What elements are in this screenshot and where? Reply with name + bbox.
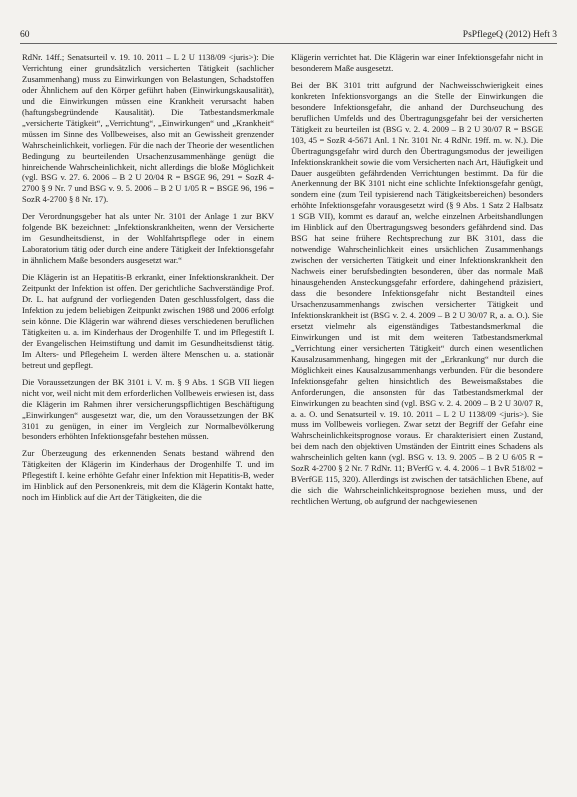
paragraph: Der Verordnungsgeber hat als unter Nr. 3101 der Anlage 1 zur BKV folgende BK bezeichnet: „Infektionskrankheiten, wenn der Versicherte im Gesundheitsdienst, in der Wohlfahrtspflege oder in einem Laboratorium tätig oder durch eine andere Tätigkeit der Infektionsgefahr in ähnlichem Maße besonders ausgesetzt war.“: [22, 211, 274, 266]
journal-title: PsPflegeQ (2012) Heft 3: [462, 30, 557, 40]
paragraph: Die Voraussetzungen der BK 3101 i. V. m. § 9 Abs. 1 SGB VII liegen nicht vor, weil nicht mit dem erforderlichen Vollbeweis erwiesen ist, dass die Klägerin im Rahmen ihrer versicherungspflichtigen Beschäftigung „Einwirkungen“ ausgesetzt war, die, um den Voraussetzungen der BK 3101 zu genügen, in einer im Vergleich zur Normalbevölkerung besonders erhöhten Infektionsgefahr bestehen müssen.: [22, 376, 274, 442]
paragraph: Bei der BK 3101 tritt aufgrund der Nachweisschwierigkeit eines konkreten Infektionsvorgangs an die Stelle der Einwirkungen die besondere Infektionsgefahr, die anhand der Durchseuchung des beruflichen Umfelds und des Übertragungsgefahr bei der versicherten Tätigkeit zu beurteilen ist (BSG v. 2. 4. 2009 – B 2 U 30/07 R = BSGE 103, 45 = SozR 4-5671 Anl. 1 Nr. 3101 Nr. 4 RdNr. 19ff. m. w. N.). Die Übertragungsgefahr wird durch den Übertragungsmodus der jeweiligen Infektionskrankheit sowie die vom Versicherten nach Art, Häufigkeit und Dauer ausgeübten gefährdenden Verrichtungen bestimmt. Da für die Anerkennung der BK 3101 nicht eine schlichte Infektionsgefahr genügt, sondern eine (zum Teil typisierend nach Tätigkeitsbereichen) besonders erhöhte Infektionsgefahr vorausgesetzt wird (§ 9 Abs. 1 Satz 2 Halbsatz 1 SGB VII), kommt es darauf an, welche einzelnen Arbeitshandlungen im Hinblick auf den Übertragungsweg besonders gefährdend sind. Das BSG hat seine frühere Rechtsprechung zur BK 3101, dass die notwendige Wahrscheinlichkeit eines ursächlichen Zusammenhangs zwischen der versicherten Tätigkeit und einer Infektionskrankheit den Nachweis einer berufsbedingten besonderen, über das normale Maß hinausgehenden Ansteckungsgefahr erfordere, dahingehend präzisiert, dass die besondere Infektionsgefahr nicht Bestandteil eines Ursachenzusammenhangs zwischen versicherter Tätigkeit und Infektionskrankheit ist (BSG v. 2. 4. 2009 – B 2 U 30/07 R, a. a. O.). Sie ersetzt vielmehr als eigenständiges Tatbestandsmerkmal die Einwirkungen und ist mit dem weiteren Tatbestandsmerkmal „Verrichtung einer versicherten Tätigkeit“ durch einen wesentlichen Kausalzusammenhang, hingegen mit der „Erkrankung“ nur durch die Möglichkeit eines Kausalzusammenhangs verbunden. Für die besondere Infektionsgefahr gelten hinsichtlich des Beweismaßstabes die Anforderungen, die ansonsten für das Tatbestandsmerkmal der Einwirkungen zu beachten sind (vgl. BSG v. 2. 4. 2009 – B 2 U 30/07 R, a. a. O. und Senatsurteil v. 19. 10. 2011 – L 2 U 1138/09 <juris>). Sie muss im Vollbeweis vorliegen. Zwar setzt der Begriff der Gefahr eine Wahrscheinlichkeitsprognose voraus. Er charakterisiert einen Zustand, bei dem nach den objektiven Umständen der Eintritt eines Schadens als wahrscheinlich gelten kann (vgl. BSG v. 13. 9. 2005 – B 2 U 6/05 R = SozR 4-2700 § 2 Nr. 7 RdNr. 11; BVerfG v. 4. 4. 2006 – 1 BvR 518/02 = BVerfGE 115, 320). Allerdings ist zwischen der tatsächlichen Ebene, auf die sich die Wahrscheinlichkeitsprognose beziehen muss, und der rechtlichen Wertung, ob aufgrund der nachgewiesenen: [291, 79, 543, 507]
paragraph: RdNr. 14ff.; Senatsurteil v. 19. 10. 2011 – L 2 U 1138/09 <juris>): Die Verrichtung einer grundsätzlich versicherten Tätigkeit (sachlicher Zusammenhang) muss zu Einwirkungen von Belastungen, Schadstoffen oder Ähnlichem auf den Körper geführt haben (Einwirkungskausalität), und die Einwirkungen müssen eine Krankheit verursacht haben (haftungsbegründende Kausalität). Die Tatbestandsmerkmale „versicherte Tätigkeit“, „Verrichtung“, „Einwirkungen“ und „Krankheit“ müssen im Sinne des Vollbeweises, also mit an Gewissheit grenzender Wahrscheinlichkeit, vorliegen. Für die nach der Theorie der wesentlichen Bedingung zu beurteilenden Ursachenzusammenhänge genügt die hinreichende Wahrscheinlichkeit, nicht allerdings die bloße Möglichkeit (vgl. BSG v. 27. 6. 2006 – B 2 U 20/04 R = BSGE 96, 291 = SozR 4-2700 § 9 Nr. 7 und BSG v. 9. 5. 2006 – B 2 U 1/05 R = BSGE 96, 196 = SozR 4-2700 § 8 Nr. 17).: [22, 52, 274, 205]
paragraph: Die Klägerin ist an Hepatitis-B erkrankt, einer Infektionskrankheit. Der Zeitpunkt der Infektion ist offen. Der gerichtliche Sachverständige Prof. Dr. L. hat aufgrund der vorliegenden Daten geschlussfolgert, dass die Infektion zu jedem beliebigen Zeitpunkt zwischen 1988 und 2006 erfolgt sein könne. Die Klägerin war während dieses verschiedenen beruflichen Tätigkeiten u. a. im Kinderhaus der Drogenhilfe T. und im Pflegestift I. der Evangelischen Heimstiftung und damit im Gesundheitsdienst tätig. Im Alters- und Pflegeheim I. werden ältere Menschen u. a. stationär betreut und gepflegt.: [22, 272, 274, 370]
right-column: [291, 52, 543, 513]
running-header: [20, 30, 557, 44]
paragraph: Zur Überzeugung des erkennenden Senats bestand während den Tätigkeiten der Klägerin im Kinderhaus der Drogenhilfe T. und im Pflegestift I. keine erhöhte Gefahr einer Infektion mit Hepatitis-B, weder im Hinblick auf den Personenkreis, mit dem die Klägerin Kontakt hatte, noch im Hinblick auf die Art der Tätigkeiten, die die: [22, 448, 274, 503]
page-number: 60: [20, 30, 30, 40]
left-column: [22, 52, 274, 509]
paragraph: Klägerin verrichtet hat. Die Klägerin war einer Infektionsgefahr nicht in besonderem Maße ausgesetzt.: [291, 52, 543, 73]
